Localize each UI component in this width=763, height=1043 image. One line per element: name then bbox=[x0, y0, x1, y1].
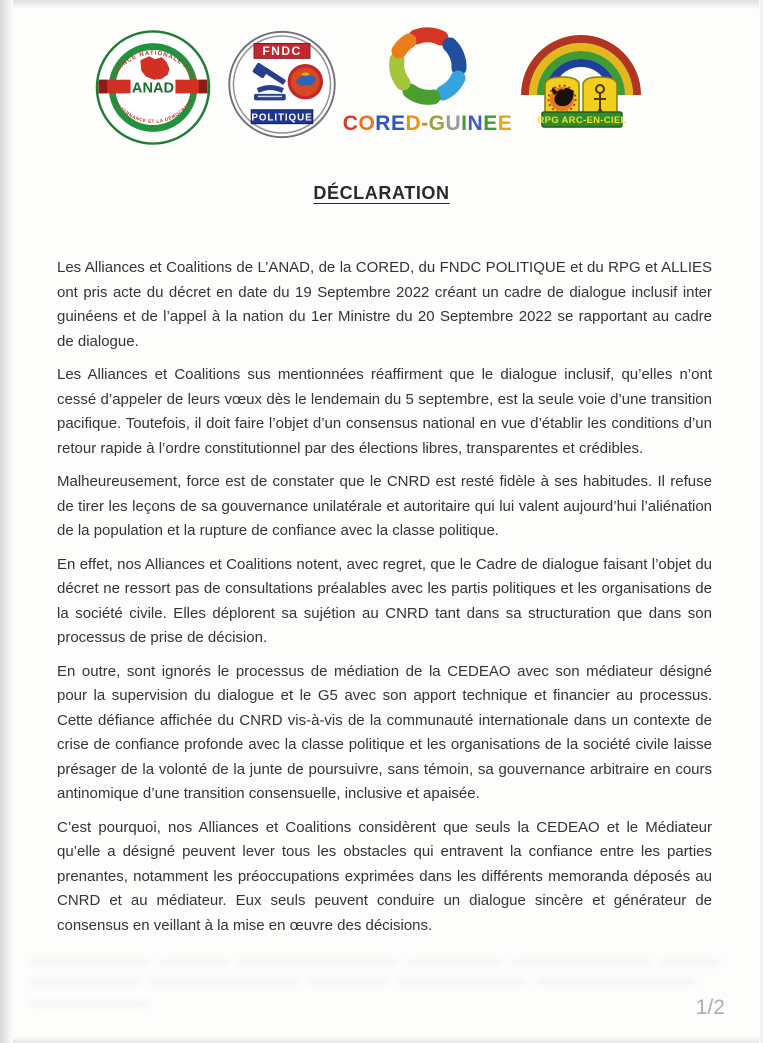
page-number: 1/2 bbox=[695, 996, 725, 1019]
cored-letter: C bbox=[342, 112, 359, 135]
fndc-banner-bottom-text: POLITIQUE bbox=[251, 112, 313, 124]
fndc-banner-top-text: FNDC bbox=[262, 44, 302, 59]
anad-arc-top-text: ALLIANCE NATIONALE POUR bbox=[107, 50, 199, 86]
cored-letter: E bbox=[483, 112, 498, 135]
document-title: DÉCLARATION bbox=[313, 183, 450, 203]
cored-letter: E bbox=[390, 112, 406, 135]
rainbow-icon bbox=[525, 39, 637, 95]
cored-letter: G bbox=[428, 112, 446, 135]
fndc-politique-logo-icon bbox=[226, 26, 338, 143]
cored-letter: O bbox=[358, 112, 376, 135]
cored-guinee-logo-icon bbox=[342, 18, 513, 140]
document-body bbox=[57, 256, 712, 947]
bleed-through-artifact bbox=[30, 958, 733, 1010]
rpg-banner-text: RPG ARC-EN-CIEL bbox=[537, 115, 627, 126]
fndc-emblem-icon bbox=[288, 64, 323, 99]
paragraph-1: Les Alliances et Coalitions de L’ANAD, de la CORED, du FNDC POLITIQUE et du RPG et ALLIES ont pris acte du décret en date du 19 Septembre 2022 créant un cadre de dialogue inclusif inter guinéens et de l’appel à la nation du 1er Ministre du 20 Septembre 2022 se rapportant au cadre de dialogue. bbox=[57, 259, 712, 350]
paragraph-6: C’est pourquoi, nos Alliances et Coalitions considèrent que seuls la CEDEAO et le Médiateur qu’elle a désigné peuvent lever tous les obstacles qui entravent la confiance entre les parties prenantes, notamment les préoccupations exprimées dans les différents memoranda déposés au CNRD et au médiateur. Eux seuls peuvent conduire un dialogue sincère et générateur de consensus en veillant à la mise en œuvre des décisions. bbox=[57, 818, 712, 934]
cored-letter: - bbox=[421, 112, 429, 135]
anad-label: ANAD bbox=[131, 80, 175, 97]
paragraph-2: Les Alliances et Coalitions sus mentionnées réaffirment que le dialogue inclusif, qu’elles n’ont cessé d’appeler de leurs vœux dès le lendemain du 5 septembre, est la seule voie d’une transition pacifique. Toutefois, il doit faire l’objet d’un consensus national en vue d’établir les conditions d’un retour rapide à l’ordre constitutionnel par des élections libres, transparentes et crédibles. bbox=[57, 366, 712, 457]
paragraph-5: En outre, sont ignorés le processus de médiation de la CEDEAO avec son médiateur désigné pour la supervision du dialogue et le G5 avec son apport technique et financier au processus. Cette défiance affichée du CNRD vis-à-vis de la communauté internationale dans un contexte de crise de confiance profonde avec la classe politique et les organisations de la société civile laisse présager de la volonté de la junte de poursuivre, sans témoin, sa gouvernance arbitraire en cours antinomique d’une transition consensuelle, inclusive et apaisée. bbox=[57, 662, 712, 802]
scan-edge-bottom bbox=[0, 1036, 763, 1043]
cored-guinee-wordmark bbox=[343, 112, 512, 136]
anad-arc-bottom-text: L’ALTERNANCE ET LA DÉMOCRATIE bbox=[111, 97, 195, 124]
cored-swirl-icon bbox=[353, 18, 503, 114]
scan-edge-left bbox=[0, 0, 13, 1043]
scan-edge-right bbox=[759, 0, 763, 1043]
cored-letter: E bbox=[497, 112, 513, 135]
scan-edge-top bbox=[0, 0, 763, 9]
cored-letter: R bbox=[375, 112, 391, 135]
rpg-arc-en-ciel-logo-icon bbox=[514, 33, 648, 141]
cored-letter: I bbox=[461, 112, 468, 135]
paragraph-4: En effet, nos Alliances et Coalitions notent, avec regret, que le Cadre de dialogue faisant l’objet du décret ne ressort pas de consultations préalables avec les partis politiques et les organisations de la société civile. Elles déplorent sa sujétion au CNRD tant dans sa structuration que dans son processus de prise de décision. bbox=[57, 555, 712, 646]
cored-letter: N bbox=[467, 112, 484, 135]
paragraph-3: Malheureusement, force est de constater que le CNRD est resté fidèle à ses habitudes. Il refuse de tirer les leçons de sa gouvernance unilatérale et autoritaire qui lui valent aujourd’hui l’aliénation de la population et la rupture de confiance avec la classe politique. bbox=[57, 473, 712, 539]
anad-logo-icon bbox=[93, 29, 213, 146]
cored-letter: D bbox=[405, 112, 422, 135]
cored-letter: U bbox=[445, 112, 462, 135]
